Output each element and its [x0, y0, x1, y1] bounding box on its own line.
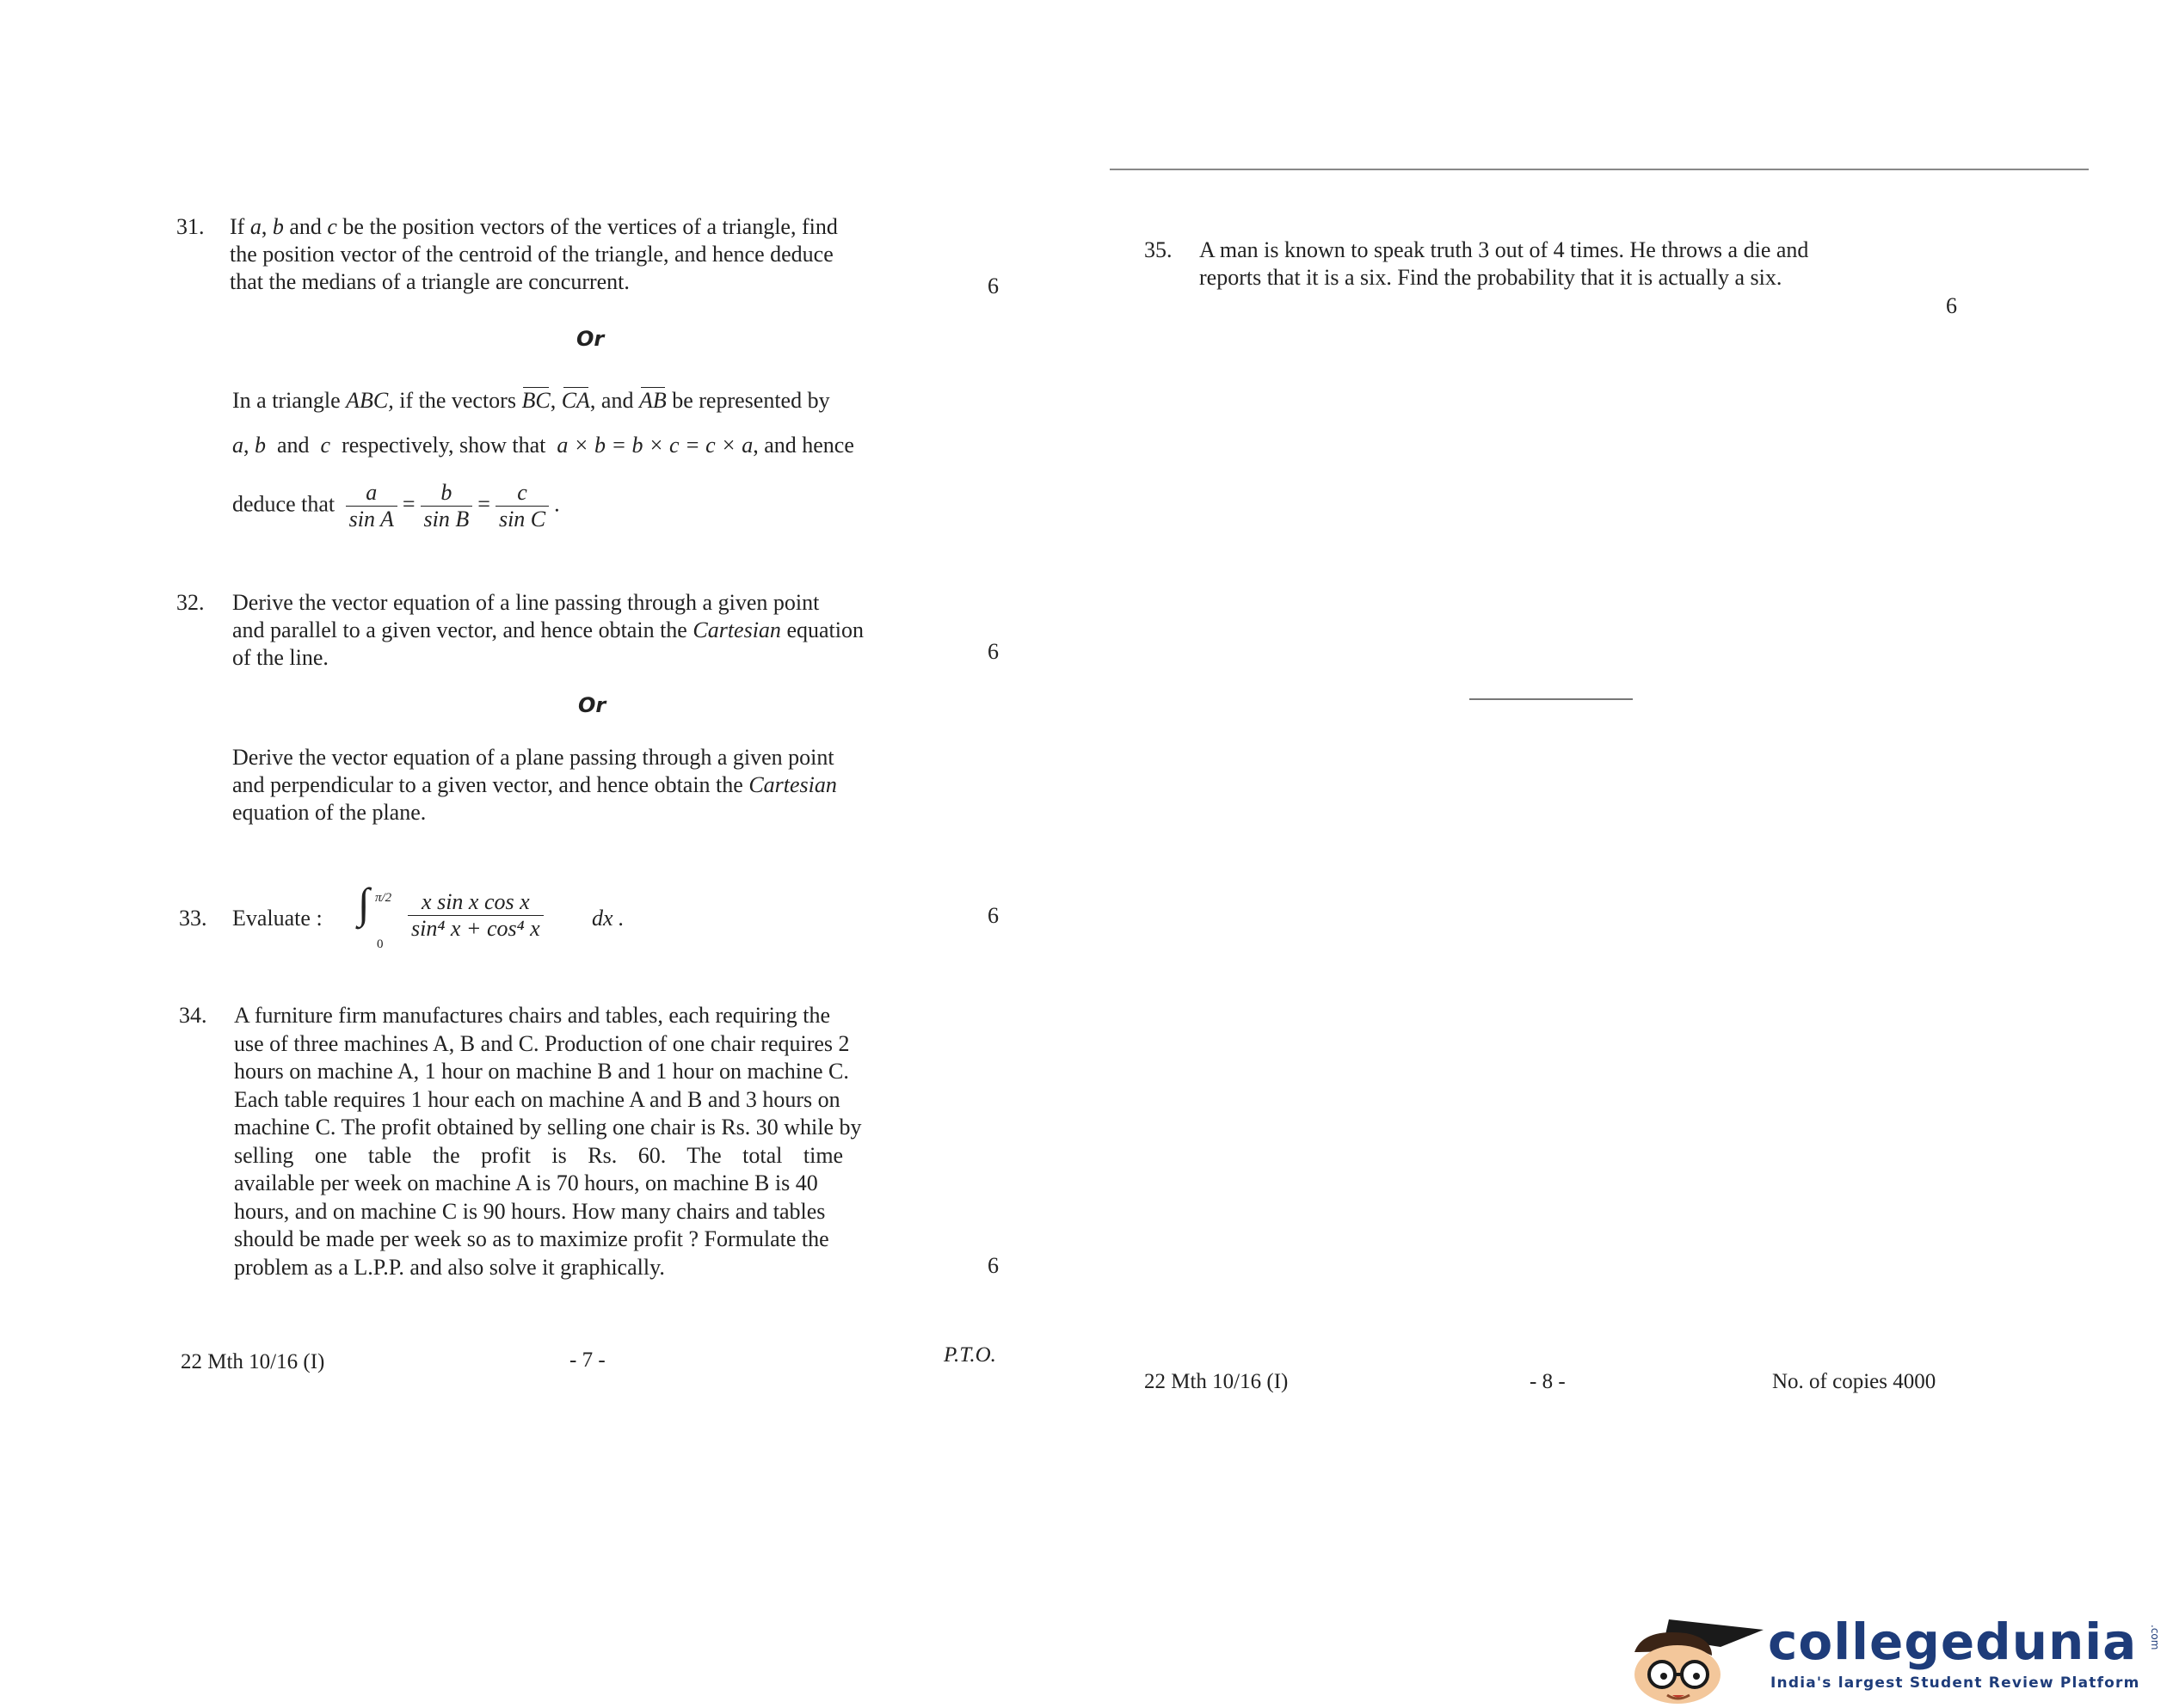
- vector-ca: CA: [561, 388, 590, 413]
- footer-page-number: - 7 -: [569, 1349, 606, 1372]
- q31-alt-text: , and hence: [753, 433, 854, 458]
- q34-line: available per week on machine A is 70 hours, on machine B is 40: [234, 1170, 818, 1195]
- question-text: [232, 589, 1002, 672]
- question-number: 35.: [1144, 237, 1173, 262]
- q32-alt-line-2: [232, 771, 1002, 799]
- q32-alternative: [232, 744, 1002, 826]
- q34-line: A furniture firm manufactures chairs and tables, each requiring the: [234, 1003, 831, 1028]
- q31-alt-text: In a triangle: [232, 388, 341, 413]
- question-31: [176, 213, 1002, 308]
- vector-bc: BC: [521, 388, 551, 413]
- q33-marks: 6: [988, 903, 999, 928]
- q35-marks: 6: [1946, 293, 1957, 318]
- footer-page-number: - 8 -: [1530, 1370, 1566, 1393]
- fraction-denominator: sin B: [423, 507, 470, 531]
- q34-line: problem as a L.P.P. and also solve it graphically.: [234, 1254, 665, 1280]
- question-text: [230, 213, 1004, 296]
- q31-alt-line-2: a, b and c respectively, show that a × b = b × c = c × a, and hence: [232, 433, 854, 458]
- question-number: 33.: [179, 906, 207, 931]
- question-number: 32.: [176, 590, 205, 615]
- fraction-b-sin-b: [421, 480, 473, 532]
- integral-expression: [358, 879, 788, 956]
- vector-ab: AB: [638, 388, 667, 413]
- question-text: [234, 1002, 1008, 1281]
- fraction-numerator: a: [346, 480, 397, 507]
- separator: ,: [261, 214, 268, 239]
- q31-text: be the position vectors of the vertices of a triangle, find: [342, 214, 838, 239]
- question-32: [176, 589, 1002, 684]
- vector-a: a: [249, 214, 262, 239]
- footer-pto: P.T.O.: [944, 1343, 996, 1367]
- upper-limit: π/2: [375, 891, 392, 905]
- equals-sign: =: [477, 491, 490, 517]
- q34-line: machine C. The profit obtained by selling one chair is Rs. 30 while by: [234, 1115, 862, 1140]
- q31-line-2: the position vector of the centroid of the triangle, and hence deduce: [230, 242, 834, 267]
- q31-alt-line-3: [232, 480, 1002, 532]
- triangle-abc: ABC,: [346, 388, 394, 413]
- integrand-numerator: x sin x cos x: [408, 889, 544, 916]
- q32-alt-line-1: Derive the vector equation of a plane passing through a given point: [232, 745, 834, 770]
- question-34: [179, 1002, 1005, 1286]
- dx: dx .: [592, 906, 625, 931]
- lower-limit: 0: [377, 937, 384, 951]
- q31-text: and: [289, 214, 322, 239]
- question-number: 34.: [179, 1003, 207, 1028]
- period: .: [554, 491, 560, 517]
- brand-domain: .com: [2149, 1625, 2161, 1650]
- integrand-fraction: [408, 889, 544, 942]
- collegedunia-logo[interactable]: [1617, 1613, 2168, 1707]
- q32-line-3: of the line.: [232, 645, 329, 670]
- vector-b: b: [272, 214, 284, 239]
- brand-name: collegedunia: [1768, 1613, 2138, 1671]
- vector-b: b: [255, 433, 266, 458]
- q32-line-2: [232, 617, 1002, 644]
- left-page: [0, 0, 1058, 1462]
- q34-line: hours on machine A, 1 hour on machine B and 1 hour on machine C.: [234, 1059, 849, 1084]
- question-text: [1199, 237, 2059, 292]
- q34-line: should be made per week so as to maximize profit ? Formulate the: [234, 1226, 829, 1251]
- vector-a: a: [232, 433, 243, 458]
- q31-marks: 6: [988, 273, 999, 298]
- q31-line-3: that the medians of a triangle are concurrent.: [230, 269, 630, 294]
- end-rule: [1469, 698, 1633, 700]
- q31-alternative: [232, 387, 1002, 532]
- q34-line: Each table requires 1 hour each on machine A and B and 3 hours on: [234, 1086, 840, 1112]
- q31-alt-text: and: [277, 433, 310, 458]
- q32-text: and parallel to a given vector, and hence obtain the: [232, 617, 687, 642]
- vector-c: c: [320, 433, 331, 458]
- question-number: 31.: [176, 214, 205, 239]
- evaluate-label: Evaluate :: [232, 906, 323, 931]
- fraction-denominator: sin A: [348, 507, 394, 531]
- q32-alt-italic-text: Cartesian: [748, 772, 837, 797]
- top-rule: [1110, 169, 2089, 170]
- integral-sign: ∫: [358, 879, 370, 927]
- q32-alt-text: and perpendicular to a given vector, and hence obtain the: [232, 772, 743, 797]
- q31-line-1: [230, 213, 1004, 241]
- q34-line: selling one table the profit is Rs. 60. The total time: [234, 1142, 844, 1168]
- footer-code: 22 Mth 10/16 (I): [1144, 1370, 1289, 1393]
- footer-code: 22 Mth 10/16 (I): [181, 1350, 325, 1373]
- fraction-denominator: sin C: [498, 507, 546, 531]
- q31-text: If: [230, 214, 245, 239]
- fraction-numerator: c: [496, 480, 549, 507]
- q31-alt-text: deduce that: [232, 491, 335, 517]
- q32-line-1: Derive the vector equation of a line passing through a given point: [232, 590, 820, 615]
- question-33: [179, 879, 1005, 956]
- q31-alt-text: be represented by: [672, 388, 830, 413]
- q31-alt-line-1: In a triangle ABC, if the vectors BC, CA, and AB be represented by: [232, 388, 830, 413]
- q34-line: use of three machines A, B and C. Production of one chair requires 2: [234, 1030, 850, 1056]
- question-text: [232, 905, 323, 932]
- q35-line-2: reports that it is a six. Find the probability that it is actually a six.: [1199, 265, 1782, 290]
- q31-alt-text: , and: [589, 388, 634, 413]
- q32-or-label: Or: [578, 693, 606, 717]
- fraction-numerator: b: [421, 480, 473, 507]
- q31-alt-text: if the vectors: [399, 388, 516, 413]
- integrand-denominator: sin⁴ x + cos⁴ x: [411, 916, 540, 941]
- q31-or-label: Or: [576, 327, 605, 351]
- fraction-c-sin-c: [496, 480, 549, 532]
- q32-marks: 6: [988, 639, 999, 664]
- mascot-icon: [1617, 1613, 1764, 1707]
- vector-c: c: [327, 214, 337, 239]
- q31-alt-text: respectively, show that: [342, 433, 546, 458]
- fraction-a-sin-a: [346, 480, 397, 532]
- q35-line-1: A man is known to speak truth 3 out of 4 times. He throws a die and: [1199, 237, 1809, 262]
- q32-alt-line-3: equation of the plane.: [232, 800, 427, 825]
- question-35: [1144, 237, 2173, 305]
- cross-product-equation: a × b = b × c = c × a: [557, 433, 754, 458]
- brand-tagline: India's largest Student Review Platform: [1770, 1674, 2140, 1692]
- q34-marks: 6: [988, 1253, 999, 1278]
- footer-copies: No. of copies 4000: [1772, 1370, 1936, 1393]
- right-page: [1058, 0, 2173, 1462]
- q34-line: hours, and on machine C is 90 hours. How many chairs and tables: [234, 1198, 826, 1224]
- q32-text: equation: [786, 617, 864, 642]
- equals-sign: =: [402, 491, 416, 517]
- q32-italic-text: Cartesian: [693, 617, 781, 642]
